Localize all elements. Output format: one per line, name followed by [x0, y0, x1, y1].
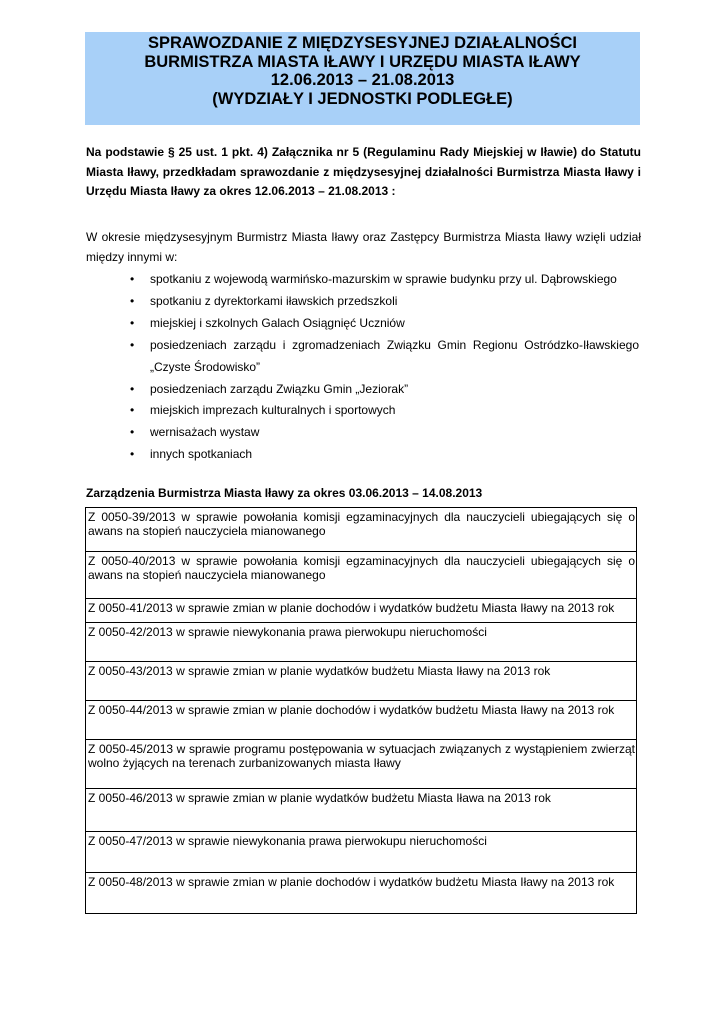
ordinance-cell: Z 0050-44/2013 w sprawie zmian w planie dochodów i wydatków budżetu Miasta Iławy na 2013 rok: [86, 701, 637, 740]
table-row: [86, 599, 637, 623]
activities-paragraph: W okresie międzysesyjnym Burmistrz Miasta Iławy oraz Zastępcy Burmistrza Miasta Iławy wzięli udział między innymi w:: [86, 230, 641, 264]
ordinance-cell: Z 0050-48/2013 w sprawie zmian w planie dochodów i wydatków budżetu Miasta Iławy na 2013 rok: [86, 873, 637, 914]
table-row: [86, 832, 637, 873]
list-item: • miejskiej i szkolnych Galach Osiągnięć Uczniów: [0, 313, 639, 335]
list-item: • posiedzeniach zarządu i zgromadzeniach Związku Gmin Regionu Ostródzko-Iławskiego „Czyste Środowisko”: [0, 335, 639, 379]
table-row: [86, 740, 637, 789]
table-row: [86, 662, 637, 701]
bullet-icon: •: [130, 425, 135, 440]
bullet-icon: •: [130, 272, 135, 286]
table-row: [86, 701, 637, 740]
bullet-icon: •: [130, 337, 135, 352]
bullet-icon: •: [130, 381, 135, 396]
table-row: [86, 789, 637, 832]
list-item: • spotkaniu z dyrektorkami iławskich przedszkoli: [0, 291, 639, 313]
ordinance-cell: Z 0050-42/2013 w sprawie niewykonania prawa pierwokupu nieruchomości: [86, 623, 637, 662]
table-row: [86, 623, 637, 662]
bullet-icon: •: [130, 403, 135, 418]
bullet-icon: •: [130, 447, 135, 462]
table-row: [86, 508, 637, 552]
list-item: • posiedzeniach zarządu Związku Gmin „Jeziorak”: [0, 379, 639, 401]
ordinance-cell: Z 0050-39/2013 w sprawie powołania komisji egzaminacyjnych dla nauczycieli ubiegających się o awans na stopień nauczyciela mianowanego: [86, 508, 637, 552]
ordinances-heading: Zarządzenia Burmistrza Miasta Iławy za okres 03.06.2013 – 14.08.2013: [86, 486, 483, 500]
list-item: • miejskich imprezach kulturalnych i sportowych: [0, 400, 639, 422]
ordinance-cell: Z 0050-41/2013 w sprawie zmian w planie dochodów i wydatków budżetu Miasta Iławy na 2013 rok: [86, 599, 637, 623]
title-period: 12.06.2013 – 21.08.2013: [270, 71, 455, 90]
ordinance-cell: Z 0050-40/2013 w sprawie powołania komisji egzaminacyjnych dla nauczycieli ubiegających się o awans na stopień nauczyciela mianowanego: [86, 552, 637, 599]
ordinance-cell: Z 0050-43/2013 w sprawie zmian w planie wydatków budżetu Miasta Iławy na 2013 rok: [86, 662, 637, 701]
bullet-icon: •: [130, 315, 135, 330]
table-row: [86, 873, 637, 914]
title-line-1: SPRAWOZDANIE Z MIĘDZYSESYJNEJ DZIAŁALNOŚCI: [147, 34, 578, 52]
report-title-banner: [85, 32, 640, 125]
ordinances-table: [85, 507, 637, 914]
title-line-2: BURMISTRZA MIASTA IŁAWY I URZĘDU MIASTA IŁAWY: [144, 52, 581, 71]
ordinance-cell: Z 0050-46/2013 w sprawie zmian w planie wydatków budżetu Miasta Iława na 2013 rok: [86, 789, 637, 832]
bullet-icon: •: [130, 293, 135, 308]
table-row: [86, 552, 637, 599]
list-item: • wernisażach wystaw: [0, 422, 639, 444]
list-item: • innych spotkaniach: [0, 444, 639, 466]
ordinance-cell: Z 0050-47/2013 w sprawie niewykonania prawa pierwokupu nieruchomości: [86, 832, 637, 873]
ordinance-cell: Z 0050-45/2013 w sprawie programu postępowania w sytuacjach związanych z wystąpieniem zwierząt wolno żyjących na terenach zurbanizowanych miasta Iławy: [86, 740, 637, 789]
intro-paragraph: Na podstawie § 25 ust. 1 pkt. 4) Załącznika nr 5 (Regulaminu Rady Miejskiej w Iławie) do Statutu Miasta Iławy, przedkładam sprawozdanie z międzysesyjnej działalności Burmistrza Miasta Iławy i Urzędu Miasta Iławy za okres 12.06.2013 – 21.08.2013 :: [86, 145, 641, 198]
title-subtitle: (WYDZIAŁY I JEDNOSTKI PODLEGŁE): [212, 89, 513, 108]
list-item: • spotkaniu z wojewodą warmińsko-mazurskim w sprawie budynku przy ul. Dąbrowskiego: [0, 269, 639, 291]
activities-list: [0, 269, 724, 466]
